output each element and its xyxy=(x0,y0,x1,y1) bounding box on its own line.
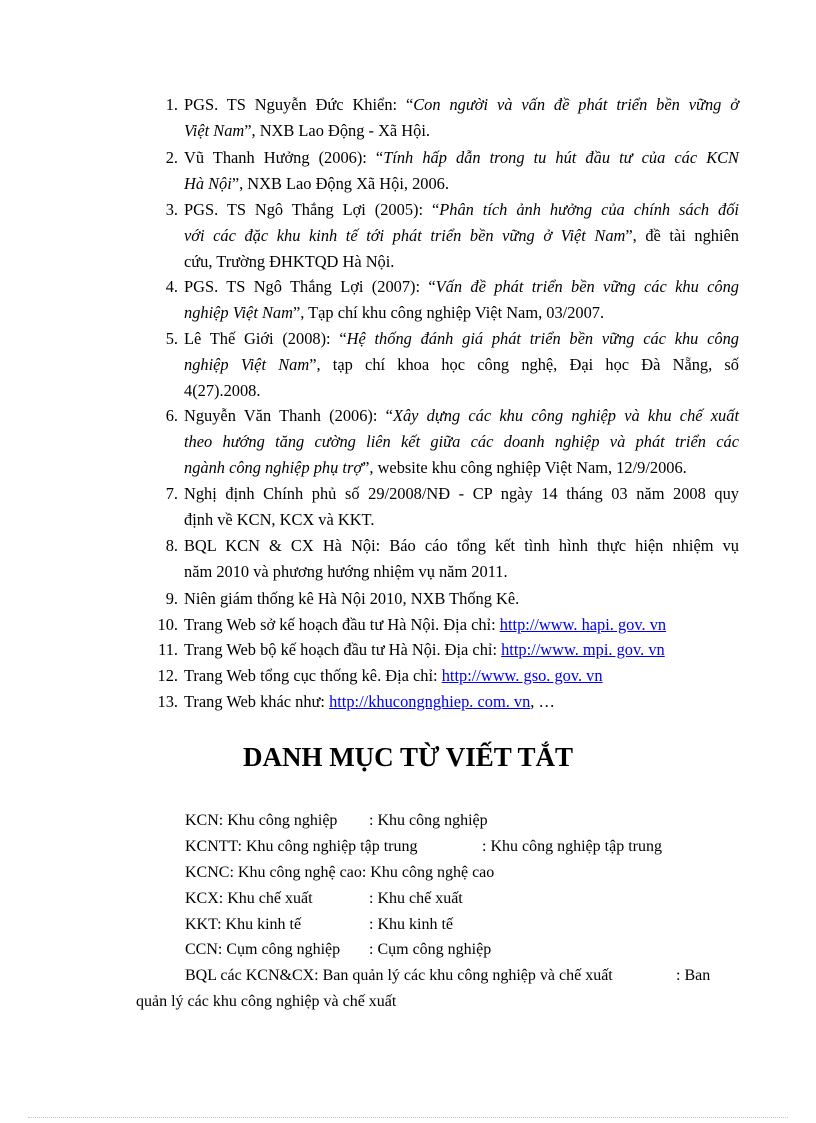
page-title: DANH MỤC TỪ VIẾT TẮT xyxy=(242,742,574,772)
text-line: cứu, Trường ĐHKTQD Hà Nội. xyxy=(184,252,395,271)
web-link[interactable]: http://khucongnghiep. com. vn xyxy=(329,692,531,711)
list-item-text xyxy=(184,403,739,481)
abbreviation-definition: : Khu công nghệ cao xyxy=(361,864,495,881)
abbreviation-definition: : Khu công nghiệp xyxy=(369,812,488,829)
text-line: PGS. TS Ngô Thắng Lợi (2007): “Vấn đề phát triển bền vững các khu công xyxy=(184,277,739,296)
list-item-text xyxy=(184,197,739,275)
text-line: Hà Nội”, NXB Lao Động Xã Hội, 2006. xyxy=(184,174,449,193)
list-item-number: 7. xyxy=(165,484,178,503)
text-line: Nghị định Chính phủ số 29/2008/NĐ - CP ngày 14 tháng 03 năm 2008 quy xyxy=(184,484,739,503)
abbreviation-definition: : Cụm công nghiệp xyxy=(369,941,492,958)
list-item-number: 3. xyxy=(165,200,178,219)
text-line: ngành công nghiệp phụ trợ”, website khu công nghiệp Việt Nam, 12/9/2006. xyxy=(184,458,687,477)
list-item-text xyxy=(184,481,739,533)
text-line: với các đặc khu kinh tế tới phát triển bền vững ở Việt Nam”, đề tài nghiên xyxy=(184,226,739,245)
text-line: định về KCN, KCX và KKT. xyxy=(184,510,375,529)
abbreviation-term: KKT: Khu kinh tế : Khu kinh tế xyxy=(185,912,301,938)
list-item-number: 1. xyxy=(165,95,178,114)
abbreviation-term: KCNC: Khu công nghệ cao: Khu công nghệ cao xyxy=(185,864,495,881)
text-line: Trang Web khác như: http://khucongnghiep. com. vn, … xyxy=(184,692,555,711)
list-item-text xyxy=(184,689,739,715)
list-item-number: 8. xyxy=(165,536,178,555)
abbreviation-term: CCN: Cụm công nghiệp : Cụm công nghiệp xyxy=(185,937,340,963)
text-line: Trang Web bộ kế hoạch đầu tư Hà Nội. Địa chỉ: http://www. mpi. gov. vn xyxy=(184,640,665,659)
text-line: năm 2010 và phương hướng nhiệm vụ năm 2011. xyxy=(184,562,508,581)
list-item-text xyxy=(184,612,739,638)
text-line: Nguyễn Văn Thanh (2006): “Xây dựng các khu công nghiệp và khu chế xuất xyxy=(184,406,739,425)
list-item-number: 5. xyxy=(165,329,178,348)
abbreviation-definition: : Khu công nghiệp tập trung xyxy=(482,838,662,855)
text-line: theo hướng tăng cường liên kết giữa các doanh nghiệp và phát triển các xyxy=(184,432,739,451)
list-item-number: 2. xyxy=(165,148,178,167)
text-line: Lê Thế Giới (2008): “Hệ thống đánh giá phát triển bền vững các khu công xyxy=(184,329,739,348)
text-line: PGS. TS Ngô Thắng Lợi (2005): “Phân tích ảnh hưởng của chính sách đối xyxy=(184,200,739,219)
list-item-text xyxy=(184,586,739,612)
list-item-text xyxy=(184,145,739,197)
list-item-number: 4. xyxy=(165,277,178,296)
list-item-number: 6. xyxy=(165,406,178,425)
abbreviation-definition: : Khu kinh tế xyxy=(369,916,453,933)
abbreviation-definition: : Ban xyxy=(676,967,711,984)
text-line: PGS. TS Nguyễn Đức Khiển: “Con người và vấn đề phát triển bền vững ở xyxy=(184,95,739,114)
web-link[interactable]: http://www. mpi. gov. vn xyxy=(501,640,665,659)
text-line: BQL KCN & CX Hà Nội: Báo cáo tổng kết tình hình thực hiện nhiệm vụ xyxy=(184,536,739,555)
list-item-number: 11. xyxy=(158,640,178,659)
list-item-number: 12. xyxy=(157,666,178,685)
list-item-number: 9. xyxy=(165,589,178,608)
web-link[interactable]: http://www. hapi. gov. vn xyxy=(499,615,667,634)
abbreviation-definition-continued: quản lý các khu công nghiệp và chế xuất xyxy=(136,993,397,1010)
list-item-text xyxy=(184,533,739,585)
list-item-text xyxy=(184,274,739,326)
text-line: nghiệp Việt Nam”, tạp chí khoa học công nghệ, Đại học Đà Nẵng, số xyxy=(184,355,739,374)
abbreviation-term: KCX: Khu chế xuất : Khu chế xuất xyxy=(185,886,313,912)
list-item-text xyxy=(184,92,739,144)
text-line: 4(27).2008. xyxy=(184,381,261,400)
text-line: Trang Web tổng cục thống kê. Địa chỉ: http://www. gso. gov. vn xyxy=(184,666,603,685)
text-line: Vũ Thanh Hưởng (2006): “Tính hấp dẫn trong tu hút đầu tư của các KCN xyxy=(184,148,739,167)
text-line: Niên giám thống kê Hà Nội 2010, NXB Thống Kê. xyxy=(184,589,520,608)
list-item-text xyxy=(184,637,739,663)
list-item-number: 13. xyxy=(157,692,178,711)
text-line: Trang Web sở kế hoạch đầu tư Hà Nội. Địa chỉ: http://www. hapi. gov. vn xyxy=(184,615,667,634)
page-divider xyxy=(28,1117,788,1118)
abbreviation-term: KCN: Khu công nghiệp : Khu công nghiệp xyxy=(185,808,337,834)
text-line: Việt Nam”, NXB Lao Động - Xã Hội. xyxy=(184,121,430,140)
web-link[interactable]: http://www. gso. gov. vn xyxy=(441,666,603,685)
list-item-text xyxy=(184,326,739,404)
text-line: nghiệp Việt Nam”, Tạp chí khu công nghiệp Việt Nam, 03/2007. xyxy=(184,303,605,322)
abbreviation-definition: : Khu chế xuất xyxy=(369,890,463,907)
list-item-number: 10. xyxy=(157,615,178,634)
abbreviation-term: KCNTT: Khu công nghiệp tập trung : Khu công nghiệp tập trung xyxy=(185,834,418,860)
list-item-text xyxy=(184,663,739,689)
abbreviation-term: BQL các KCN&CX: Ban quản lý các khu công nghiệp và chế xuất : Ban xyxy=(185,963,613,989)
